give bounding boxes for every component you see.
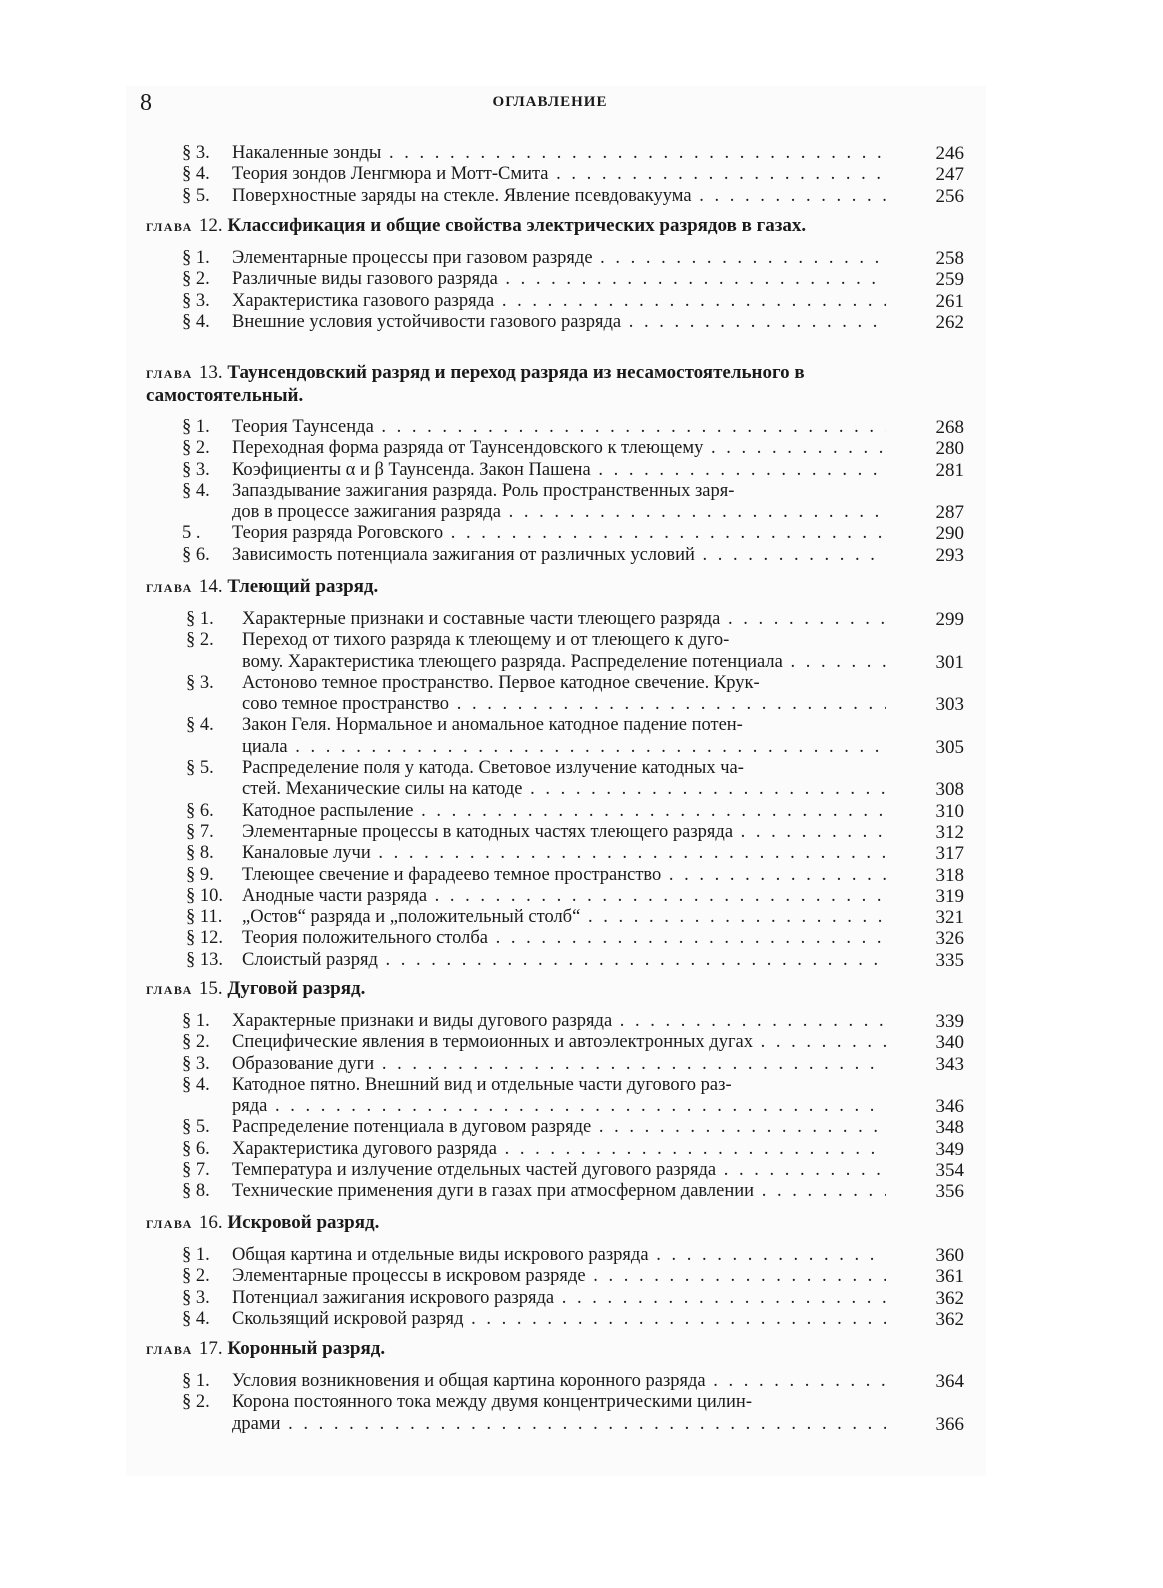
page-ref: 362: [935, 1287, 964, 1309]
section-title: Элементарные процессы в катодных частях тлеющего разряда . . .: [242, 822, 886, 843]
toc-entry[interactable]: [146, 630, 976, 673]
toc-entry[interactable]: [146, 907, 976, 928]
section-title: Потенциал зажигания искрового разряда . . .: [232, 1288, 886, 1309]
section-title: Корона постоянного тока между двумя концентрическими цилин-: [232, 1392, 752, 1413]
page-ref: 299: [935, 609, 964, 630]
section-mark: § 2.: [182, 438, 210, 459]
chapter-title: Классификация и общие свойства электрических разрядов в газах.: [227, 215, 807, 236]
toc-entry[interactable]: [146, 1266, 976, 1287]
toc-entry[interactable]: [146, 1160, 976, 1181]
toc-entry[interactable]: [146, 248, 976, 269]
page-ref: 318: [935, 864, 964, 886]
section-title: Специфические явления в термоионных и автоэлектронных дугах . . .: [232, 1032, 886, 1053]
chapter-label: ГЛАВА: [146, 1343, 193, 1357]
section-title: Зависимость потенциала зажигания от различных условий . . .: [232, 545, 886, 566]
page-ref: 287: [935, 502, 964, 524]
toc-entry[interactable]: [146, 1075, 976, 1118]
section-title: Элементарные процессы в искровом разряде . . .: [232, 1266, 886, 1287]
toc-entry[interactable]: [146, 523, 976, 544]
page-ref: 268: [935, 417, 964, 438]
section-title: Тлеющее свечение и фарадеево темное пространство . . .: [242, 865, 886, 886]
toc-entry[interactable]: [146, 1054, 976, 1075]
chapter-number: 16.: [198, 1212, 228, 1233]
toc-entry[interactable]: [146, 269, 976, 290]
page-ref: 305: [935, 736, 964, 758]
page-ref: 301: [935, 651, 964, 673]
section-title: Слоистый разряд . . .: [242, 950, 886, 971]
section-title: драми . . .: [232, 1414, 886, 1435]
section-mark: § 2.: [182, 1392, 210, 1413]
chapter-block: [146, 576, 976, 971]
chapter-block: [146, 362, 976, 566]
page-ref: 362: [935, 1308, 964, 1330]
section-title: Коэфициенты α и β Таунсенда. Закон Пашена . . .: [232, 460, 886, 481]
page-ref: 354: [935, 1160, 964, 1182]
section-mark: § 6.: [182, 544, 210, 565]
section-mark: § 8.: [186, 843, 214, 864]
section-title: Анодные части разряда . . .: [242, 886, 886, 907]
chapter-label: ГЛАВА: [146, 220, 193, 234]
section-title: сово темное пространство . . .: [242, 694, 886, 715]
page-ref: 247: [935, 164, 964, 186]
page-ref: 259: [935, 269, 964, 291]
page-ref: 308: [935, 779, 964, 801]
section-mark: § 5.: [182, 1117, 210, 1138]
page-header: [140, 90, 960, 120]
section-mark: § 10.: [186, 885, 223, 906]
section-mark: § 1.: [182, 417, 210, 437]
page-ref: 310: [935, 800, 964, 822]
section-mark: § 4.: [182, 1074, 210, 1095]
section-list: [146, 248, 976, 333]
section-mark: § 8.: [182, 1181, 210, 1202]
page-ref: 319: [935, 885, 964, 907]
toc-entry[interactable]: [146, 758, 976, 801]
chapter-title: Искровой разряд.: [227, 1212, 380, 1233]
chapter-title: Коронный разряд.: [227, 1338, 386, 1359]
toc-entry[interactable]: [146, 291, 976, 312]
page-ref: 321: [935, 907, 964, 929]
section-title: Образование дуги . . .: [232, 1054, 886, 1075]
section-list: [146, 417, 976, 566]
section-mark: § 1.: [182, 1245, 210, 1265]
chapter-block: [146, 1212, 976, 1330]
section-title: стей. Механические силы на катоде . . .: [242, 779, 886, 800]
page-ref: 261: [935, 290, 964, 312]
chapter-label: ГЛАВА: [146, 1217, 193, 1231]
section-title: Различные виды газового разряда . . .: [232, 269, 886, 290]
page-ref: 356: [935, 1181, 964, 1203]
section-mark: § 6.: [182, 1138, 210, 1159]
section-title: Переходная форма разряда от Таунсендовского к тлеющему . . .: [232, 438, 886, 459]
page-ref: 348: [935, 1117, 964, 1139]
chapter-heading[interactable]: [146, 215, 976, 238]
section-title: Катодное пятно. Внешний вид и отдельные части дугового раз-: [232, 1074, 732, 1095]
section-title: Распределение поля у катода. Световое излучение катодных ча-: [242, 758, 744, 779]
section-mark: § 2.: [182, 1032, 210, 1053]
page-ref: 281: [935, 459, 964, 481]
chapter-heading[interactable]: [146, 1212, 976, 1235]
section-mark: § 1.: [182, 248, 210, 268]
section-mark: § 9.: [186, 864, 214, 885]
page-ref: 366: [935, 1413, 964, 1435]
section-title: Поверхностные заряды на стекле. Явление псевдовакуума . . .: [232, 186, 886, 207]
page-ref: 346: [935, 1096, 964, 1118]
section-title: Катодное распыление . . .: [242, 801, 886, 822]
toc-entry[interactable]: [146, 312, 976, 333]
section-mark: § 13.: [186, 949, 223, 970]
page-ref: 340: [935, 1032, 964, 1054]
page-ref: 335: [935, 949, 964, 971]
toc-entry[interactable]: [146, 186, 976, 207]
section-title: Распределение потенциала в дуговом разряде . . .: [232, 1117, 886, 1138]
toc-entry[interactable]: [146, 950, 976, 971]
toc-entry[interactable]: [146, 609, 976, 630]
toc-entry[interactable]: [146, 843, 976, 864]
page-ref: 280: [935, 438, 964, 460]
toc-entry[interactable]: [146, 1117, 976, 1138]
page-ref: 339: [935, 1011, 964, 1032]
toc-entry[interactable]: [146, 460, 976, 481]
section-title: Астоново темное пространство. Первое катодное свечение. Крук-: [242, 672, 760, 693]
toc-entry[interactable]: [146, 1371, 976, 1392]
page-ref: 312: [935, 821, 964, 843]
toc-entry[interactable]: [146, 1309, 976, 1330]
section-mark: § 3.: [182, 1287, 210, 1308]
page-ref: 326: [935, 928, 964, 950]
toc-entry[interactable]: [146, 1245, 976, 1266]
section-mark: § 4.: [182, 311, 210, 332]
chapter-block: [146, 215, 976, 333]
section-title: Накаленные зонды . . .: [232, 143, 886, 164]
section-title: Характеристика дугового разряда . . .: [232, 1139, 886, 1160]
toc-entry[interactable]: [146, 801, 976, 822]
section-mark: § 3.: [182, 290, 210, 311]
section-list: [146, 609, 976, 971]
toc-entry[interactable]: [146, 1392, 976, 1435]
chapter-heading[interactable]: [146, 576, 976, 599]
section-mark: § 1.: [182, 1371, 210, 1391]
chapter-label: ГЛАВА: [146, 581, 193, 595]
toc-entry[interactable]: [146, 715, 976, 758]
section-title: Закон Геля. Нормальное и аномальное катодное падение потен-: [242, 715, 743, 736]
section-mark: § 4.: [182, 164, 210, 185]
section-mark: 5 .: [182, 523, 201, 544]
section-title: Каналовые лучи . . .: [242, 843, 886, 864]
section-mark: § 3.: [186, 672, 214, 693]
page-ref: 343: [935, 1053, 964, 1075]
section-title: Теория Таунсенда . . .: [232, 417, 886, 438]
page-number: 8: [140, 90, 152, 116]
chapter-label: ГЛАВА: [146, 983, 193, 997]
chapter-heading[interactable]: [146, 1338, 976, 1361]
section-mark: § 4.: [186, 715, 214, 736]
chapter-heading[interactable]: [146, 362, 976, 407]
toc-entry[interactable]: [146, 1011, 976, 1032]
toc-entry[interactable]: [146, 1139, 976, 1160]
toc-entry[interactable]: [146, 1288, 976, 1309]
chapter-number: 15.: [198, 978, 228, 999]
section-title: Скользящий искровой разряд . . .: [232, 1309, 886, 1330]
toc-entry[interactable]: [146, 481, 976, 524]
section-mark: § 11.: [186, 907, 223, 928]
section-list: [146, 1245, 976, 1330]
page-ref: 349: [935, 1138, 964, 1160]
section-title: Переход от тихого разряда к тлеющему и от тлеющего к дуго-: [242, 630, 730, 651]
section-mark: § 2.: [182, 269, 210, 290]
section-list: [146, 1371, 976, 1435]
section-title: дов в процессе зажигания разряда . . .: [232, 502, 886, 523]
section-title: Внешние условия устойчивости газового разряда . . .: [232, 312, 886, 333]
chapter-number: 17.: [198, 1338, 228, 1359]
toc-entry[interactable]: [146, 545, 976, 566]
section-mark: § 7.: [186, 821, 214, 842]
section-mark: § 3.: [182, 143, 210, 163]
page-ref: 317: [935, 843, 964, 865]
chapter-title: Таунсендовский разряд и переход разряда из несамостоятельного в самостоятельный.: [146, 362, 805, 406]
page-title: ОГЛАВЛЕНИЕ: [492, 94, 608, 110]
toc-entry[interactable]: [146, 886, 976, 907]
toc-entry[interactable]: [146, 438, 976, 459]
chapter-block: [146, 1338, 976, 1435]
page-ref: 256: [935, 185, 964, 207]
section-mark: § 2.: [186, 630, 214, 651]
page-ref: 258: [935, 248, 964, 269]
section-title: Характерные признаки и составные части тлеющего разряда . . .: [242, 609, 886, 630]
section-title: Условия возникновения и общая картина коронного разряда . . .: [232, 1371, 886, 1392]
toc-entry[interactable]: [146, 164, 976, 185]
section-mark: § 2.: [182, 1266, 210, 1287]
section-title: ряда . . .: [232, 1096, 886, 1117]
page-ref: 290: [935, 523, 964, 545]
toc-entry[interactable]: [146, 417, 976, 438]
section-title: Теория зондов Ленгмюра и Мотт-Смита . . .: [232, 164, 886, 185]
section-mark: § 5.: [186, 758, 214, 779]
page-ref: 303: [935, 694, 964, 716]
toc-entry[interactable]: [146, 865, 976, 886]
section-title: Теория положительного столба . . .: [242, 928, 886, 949]
section-title: циала . . .: [242, 737, 886, 758]
chapter-heading[interactable]: [146, 978, 976, 1001]
toc-entry[interactable]: [146, 822, 976, 843]
section-mark: § 12.: [186, 928, 223, 949]
section-title: „Остов“ разряда и „положительный столб“ . . .: [242, 907, 886, 928]
chapter-block: [146, 978, 976, 1203]
section-mark: § 3.: [182, 1053, 210, 1074]
page-ref: 293: [935, 544, 964, 566]
section-mark: § 1.: [186, 609, 214, 629]
toc-entry[interactable]: [146, 143, 976, 164]
section-title: Характеристика газового разряда . . .: [232, 291, 886, 312]
section-mark: § 6.: [186, 800, 214, 821]
page-ref: 361: [935, 1266, 964, 1288]
page-ref: 246: [935, 143, 964, 164]
section-mark: § 3.: [182, 459, 210, 480]
section-mark: § 4.: [182, 1308, 210, 1329]
section-list: [146, 1011, 976, 1203]
section-title: Теория разряда Роговского . . .: [232, 523, 886, 544]
page-ref: 262: [935, 311, 964, 333]
toc-entry[interactable]: [146, 673, 976, 716]
section-title: вому. Характеристика тлеющего разряда. Распределение потенциала . . .: [242, 652, 886, 673]
chapter-title: Дуговой разряд.: [227, 978, 366, 999]
section-title: Характерные признаки и виды дугового разряда . . .: [232, 1011, 886, 1032]
chapter-label: ГЛАВА: [146, 367, 193, 381]
chapter-title: Тлеющий разряд.: [227, 576, 379, 597]
chapter-number: 13.: [198, 362, 228, 383]
page-ref: 360: [935, 1245, 964, 1266]
section-mark: § 4.: [182, 480, 210, 501]
section-mark: § 5.: [182, 185, 210, 206]
section-title: Запаздывание зажигания разряда. Роль пространственных заря-: [232, 480, 735, 501]
page-ref: 364: [935, 1371, 964, 1392]
section-title: Температура и излучение отдельных частей дугового разряда . . .: [232, 1160, 886, 1181]
section-title: Общая картина и отдельные виды искрового разряда . . .: [232, 1245, 886, 1266]
chapter-continuation: [146, 143, 976, 207]
chapter-number: 12.: [198, 215, 228, 236]
section-mark: § 1.: [182, 1011, 210, 1031]
section-mark: § 7.: [182, 1160, 210, 1181]
chapter-number: 14.: [198, 576, 228, 597]
toc-entry[interactable]: [146, 928, 976, 949]
toc-entry[interactable]: [146, 1181, 976, 1202]
section-title: Элементарные процессы при газовом разряде . . .: [232, 248, 886, 269]
section-title: Технические применения дуги в газах при атмосферном давлении . . .: [232, 1181, 886, 1202]
toc-entry[interactable]: [146, 1032, 976, 1053]
